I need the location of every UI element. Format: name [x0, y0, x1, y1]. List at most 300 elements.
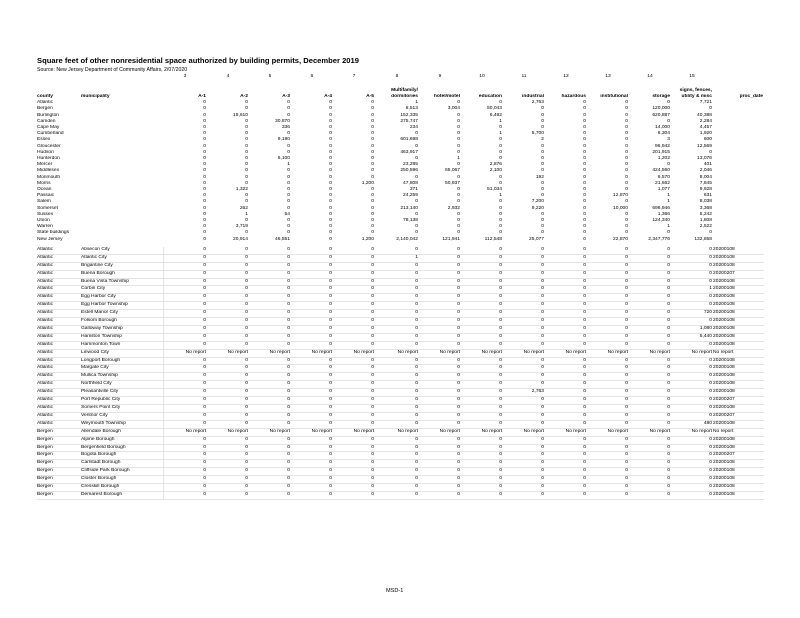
municipality-row [37, 476, 764, 484]
value-cell: 0 [587, 278, 629, 286]
value-cell: 0 [415, 224, 418, 230]
value-cell: 275,747 [400, 118, 418, 124]
value-cell: 1 [287, 162, 290, 168]
proc-date-cell: 20200108 [713, 318, 764, 326]
value-cell: 0 [375, 484, 419, 492]
municipality-cell: Northfield City [81, 381, 163, 389]
value-cell: 0 [291, 286, 333, 294]
value-cell: 0 [457, 137, 460, 143]
value-cell: 0 [503, 476, 545, 484]
county-name-cell: Salem [37, 199, 51, 205]
column-number: 6 [310, 74, 314, 79]
column-number: 8 [395, 74, 399, 79]
proc-date-cell: 20200108 [713, 254, 764, 262]
value-cell: 0 [375, 397, 419, 405]
value-cell: 0 [371, 205, 374, 211]
value-cell: 9,220 [531, 205, 544, 211]
value-cell: 0 [629, 397, 671, 405]
value-cell: 152,335 [400, 112, 418, 118]
value-cell: 0 [545, 341, 587, 349]
value-cell: 0 [329, 199, 332, 205]
value-cell: 2,046 [699, 168, 712, 174]
value-cell: 0 [499, 156, 502, 162]
value-cell: 0 [287, 224, 290, 230]
proc-date-cell: 20200108 [713, 286, 764, 294]
value-cell: 0 [287, 112, 290, 118]
value-cell: 0 [375, 373, 419, 381]
value-cell: 0 [333, 333, 375, 341]
value-cell: 0 [287, 106, 290, 112]
value-cell: 0 [371, 193, 374, 199]
value-cell: 0 [249, 491, 291, 499]
municipality-row [37, 389, 764, 397]
column-number-row [37, 74, 764, 84]
value-cell: 0 [419, 341, 461, 349]
value-cell: 2,876 [489, 162, 502, 168]
value-cell: 96,942 [655, 143, 670, 149]
value-cell: 0 [415, 230, 418, 236]
proc-date-cell: 20200108 [713, 389, 764, 397]
value-cell: 0 [371, 211, 374, 217]
value-cell: 0 [587, 491, 629, 499]
municipality-cell: Bergenfield Borough [81, 444, 163, 452]
proc-date-cell: 20200108 [713, 468, 764, 476]
value-cell: 0 [587, 444, 629, 452]
value-cell: 620,887 [652, 112, 670, 118]
value-cell: 0 [249, 262, 291, 270]
value-cell: 0 [203, 199, 206, 205]
value-cell: 0 [375, 247, 419, 254]
value-cell: 0 [291, 302, 333, 310]
value-cell: 4,457 [699, 125, 712, 131]
value-cell: 22,870 [613, 236, 628, 242]
value-cell: 0 [461, 310, 503, 318]
value-cell: 0 [541, 230, 544, 236]
value-cell: 0 [629, 270, 671, 278]
value-cell: 0 [583, 131, 586, 137]
county-name-cell: Camden [37, 118, 56, 124]
value-cell: 0 [461, 365, 503, 373]
value-cell: 1,920 [699, 131, 712, 137]
value-cell: 0 [583, 218, 586, 224]
value-cell: 0 [333, 294, 375, 302]
column-number: 7 [352, 74, 356, 79]
value-cell: 0 [545, 310, 587, 318]
value-cell: 0 [371, 112, 374, 118]
value-cell: 1 [457, 156, 460, 162]
value-cell: 0 [371, 106, 374, 112]
value-cell: 0 [287, 100, 290, 106]
value-cell: 0 [625, 112, 628, 118]
value-cell: 2 [541, 137, 544, 143]
value-cell: 0 [371, 187, 374, 193]
value-cell: 20,914 [233, 236, 248, 242]
value-cell: 0 [625, 211, 628, 217]
municipality-row [37, 286, 764, 294]
municipality-cell: Galloway Township [81, 325, 163, 333]
value-cell: 0 [249, 333, 291, 341]
value-cell: 0 [375, 294, 419, 302]
value-cell: 0 [587, 436, 629, 444]
value-cell: 0 [375, 452, 419, 460]
municipality-cell: Bogota Borough [81, 452, 163, 460]
municipality-cell: Egg Harbor City [81, 294, 163, 302]
value-cell: 0 [287, 230, 290, 236]
value-cell: 7,200 [531, 199, 544, 205]
value-cell: 0 [541, 218, 544, 224]
value-cell: 0 [545, 254, 587, 262]
value-cell: 0 [671, 247, 713, 254]
value-cell: 0 [375, 302, 419, 310]
value-cell: 0 [291, 310, 333, 318]
value-cell: 47,808 [403, 180, 418, 186]
value-cell: 0 [671, 302, 713, 310]
value-cell: 0 [375, 405, 419, 413]
municipality-cell: Carlstadt Borough [81, 460, 163, 468]
value-cell: No report [375, 428, 419, 436]
proc-date-cell: 20200108 [713, 491, 764, 499]
value-cell: 0 [503, 484, 545, 492]
value-cell: 0 [333, 436, 375, 444]
value-cell: 0 [499, 205, 502, 211]
value-cell: 0 [333, 325, 375, 333]
value-cell: 0 [207, 468, 249, 476]
value-cell: 0 [249, 484, 291, 492]
value-cell: 0 [419, 460, 461, 468]
column-number: 14 [647, 74, 653, 79]
value-cell: 0 [419, 278, 461, 286]
value-cell: 0 [163, 381, 207, 389]
value-cell: 0 [629, 302, 671, 310]
county-name-cell: New Jersey [37, 236, 63, 242]
county-cell: Atlantic [37, 318, 81, 326]
value-cell: 720 [671, 310, 713, 318]
column-number: 3 [183, 74, 187, 79]
county-name-cell: Atlantic [37, 100, 54, 106]
value-cell: 0 [419, 405, 461, 413]
municipality-row [37, 325, 764, 333]
value-cell: 0 [625, 187, 628, 193]
value-cell: 0 [629, 286, 671, 294]
value-cell: 0 [207, 491, 249, 499]
value-cell: 0 [503, 247, 545, 254]
value-cell: 0 [375, 262, 419, 270]
value-cell: 0 [499, 199, 502, 205]
value-cell: 0 [671, 365, 713, 373]
value-cell: 0 [499, 230, 502, 236]
value-cell: 0 [583, 112, 586, 118]
value-cell: 1,200 [361, 180, 374, 186]
value-cell: 0 [333, 247, 375, 254]
value-cell: 0 [249, 302, 291, 310]
value-cell: 0 [207, 270, 249, 278]
value-cell: 0 [503, 325, 545, 333]
value-cell: 23,285 [403, 162, 418, 168]
value-cell: 6,100 [277, 156, 290, 162]
value-cell: 0 [207, 397, 249, 405]
value-cell: 0 [329, 193, 332, 199]
value-cell: No report [545, 428, 587, 436]
value-cell: 0 [203, 218, 206, 224]
value-cell: 0 [419, 310, 461, 318]
value-cell: 0 [499, 143, 502, 149]
value-cell: 0 [587, 476, 629, 484]
value-cell: 0 [503, 333, 545, 341]
municipality-row [37, 381, 764, 389]
proc-date-cell: 20200108 [713, 310, 764, 318]
value-cell: 0 [249, 357, 291, 365]
value-cell: No report [375, 349, 419, 357]
value-cell: 0 [249, 270, 291, 278]
value-cell: 0 [249, 318, 291, 326]
value-cell: 0 [503, 468, 545, 476]
value-cell: 0 [333, 420, 375, 428]
value-cell: 0 [503, 357, 545, 365]
value-cell: 0 [629, 468, 671, 476]
county-cell: Atlantic [37, 294, 81, 302]
value-cell: 0 [419, 247, 461, 254]
value-cell: 0 [587, 373, 629, 381]
county-cell: Bergen [37, 491, 81, 499]
value-cell: 0 [333, 310, 375, 318]
header-row-top [37, 84, 764, 94]
value-cell: 0 [461, 270, 503, 278]
value-cell: 0 [371, 137, 374, 143]
value-cell: 250,596 [400, 168, 418, 174]
value-cell: 262 [239, 205, 248, 211]
value-cell: No report [503, 428, 545, 436]
value-cell: 0 [671, 381, 713, 389]
municipality-cell: Brigantine City [81, 262, 163, 270]
value-cell: 132,858 [694, 236, 712, 242]
value-cell: 0 [461, 484, 503, 492]
report-source: Source: New Jersey Department of Community Affairs, 2/07/2020 [37, 67, 188, 73]
header-education: education [478, 94, 502, 99]
page-footer: MSD-1 [386, 588, 404, 594]
value-cell: 0 [291, 405, 333, 413]
municipality-row [37, 484, 764, 492]
value-cell: 0 [207, 389, 249, 397]
value-cell: 0 [163, 484, 207, 492]
value-cell: 0 [583, 174, 586, 180]
value-cell: 0 [545, 270, 587, 278]
value-cell: 2,140,042 [396, 236, 418, 242]
value-cell: 0 [629, 357, 671, 365]
value-cell: 0 [625, 199, 628, 205]
value-cell: 0 [625, 180, 628, 186]
value-cell: 0 [203, 118, 206, 124]
value-cell: 0 [375, 318, 419, 326]
value-cell: 0 [333, 476, 375, 484]
value-cell: 0 [163, 460, 207, 468]
proc-date-cell: 20200108 [713, 444, 764, 452]
value-cell: 0 [503, 318, 545, 326]
county-name-cell: State buildings [37, 230, 70, 236]
value-cell: 0 [291, 381, 333, 389]
county-cell: Atlantic [37, 405, 81, 413]
value-cell: 0 [207, 484, 249, 492]
value-cell: 0 [291, 333, 333, 341]
value-cell: No report [419, 349, 461, 357]
value-cell: 0 [163, 412, 207, 420]
value-cell: 0 [287, 143, 290, 149]
value-cell: 0 [671, 397, 713, 405]
value-cell: 0 [629, 405, 671, 413]
value-cell: 3,719 [235, 224, 248, 230]
county-name-cell: Hudson [37, 149, 54, 155]
value-cell: 0 [329, 156, 332, 162]
value-cell: 0 [587, 381, 629, 389]
value-cell: 0 [541, 149, 544, 155]
value-cell: 12,870 [613, 193, 628, 199]
value-cell: 0 [583, 149, 586, 155]
value-cell: 0 [671, 294, 713, 302]
value-cell: 0 [207, 325, 249, 333]
value-cell: 0 [587, 341, 629, 349]
value-cell: 0 [671, 262, 713, 270]
value-cell: 424,560 [652, 168, 670, 174]
value-cell: 2,100 [489, 168, 502, 174]
value-cell: 0 [541, 162, 544, 168]
value-cell: No report [249, 428, 291, 436]
value-cell: 0 [671, 412, 713, 420]
value-cell: 0 [245, 168, 248, 174]
value-cell: 0 [249, 247, 291, 254]
municipality-row [37, 254, 764, 262]
value-cell: 0 [245, 125, 248, 131]
value-cell: 0 [503, 460, 545, 468]
municipality-row [37, 412, 764, 420]
value-cell: 0 [503, 286, 545, 294]
proc-date-cell: 20200108 [713, 294, 764, 302]
value-cell: 0 [503, 294, 545, 302]
value-cell: 0 [333, 405, 375, 413]
value-cell: 0 [625, 100, 628, 106]
value-cell: 0 [291, 262, 333, 270]
county-cell: Atlantic [37, 397, 81, 405]
value-cell: 0 [461, 476, 503, 484]
value-cell: 0 [245, 230, 248, 236]
value-cell: 0 [629, 318, 671, 326]
value-cell: 0 [671, 254, 713, 262]
header-multifamily-line1: Multifamily/ [391, 87, 418, 93]
value-cell: 0 [419, 254, 461, 262]
value-cell: 0 [541, 143, 544, 149]
value-cell: 78,138 [403, 218, 418, 224]
value-cell: 0 [419, 484, 461, 492]
value-cell: 0 [329, 174, 332, 180]
value-cell: 0 [291, 460, 333, 468]
value-cell: 0 [333, 262, 375, 270]
proc-date-cell: 20200108 [713, 333, 764, 341]
value-cell: 0 [203, 193, 206, 199]
value-cell: 0 [207, 420, 249, 428]
value-cell: 0 [461, 318, 503, 326]
value-cell: 0 [499, 174, 502, 180]
value-cell: 0 [583, 224, 586, 230]
value-cell: 0 [545, 444, 587, 452]
value-cell: 0 [671, 405, 713, 413]
value-cell: 0 [245, 199, 248, 205]
value-cell: 0 [163, 476, 207, 484]
header-a1: A-1 [198, 94, 206, 99]
header-signs-line1: signs, fences, [679, 87, 712, 93]
proc-date-cell: 20200108 [713, 302, 764, 310]
value-cell: 0 [291, 341, 333, 349]
value-cell: 0 [375, 420, 419, 428]
value-cell: 0 [461, 247, 503, 254]
value-cell: 0 [163, 262, 207, 270]
value-cell: 0 [287, 187, 290, 193]
value-cell: 0 [587, 286, 629, 294]
value-cell: 0 [415, 156, 418, 162]
value-cell: 0 [249, 325, 291, 333]
municipality-cell: Absecon City [81, 247, 163, 254]
municipality-cell: Longport Borough [81, 357, 163, 365]
value-cell: 0 [461, 341, 503, 349]
value-cell: 0 [419, 491, 461, 499]
value-cell: 0 [583, 125, 586, 131]
value-cell: 0 [419, 381, 461, 389]
proc-date-cell: 20200108 [713, 357, 764, 365]
value-cell: 371 [409, 187, 418, 193]
proc-date-cell: 20200108 [713, 373, 764, 381]
value-cell: 0 [457, 112, 460, 118]
value-cell: 0 [583, 187, 586, 193]
value-cell: 0 [545, 325, 587, 333]
proc-date-cell: 20200108 [713, 381, 764, 389]
county-cell: Atlantic [37, 278, 81, 286]
value-cell: 0 [163, 452, 207, 460]
value-cell: 0 [545, 365, 587, 373]
value-cell: 0 [287, 218, 290, 224]
municipality-row [37, 428, 764, 436]
value-cell: 0 [291, 389, 333, 397]
value-cell: 0 [503, 412, 545, 420]
value-cell: 1,202 [657, 156, 670, 162]
value-cell: 0 [375, 491, 419, 499]
value-cell: 0 [415, 211, 418, 217]
value-cell: 0 [375, 412, 419, 420]
value-cell: 0 [375, 444, 419, 452]
county-cell: Atlantic [37, 247, 81, 254]
value-cell: 0 [333, 381, 375, 389]
value-cell: 0 [375, 476, 419, 484]
value-cell: 0 [291, 412, 333, 420]
value-cell: 0 [541, 211, 544, 217]
value-cell: 0 [419, 468, 461, 476]
value-cell: 0 [333, 341, 375, 349]
value-cell: 0 [371, 149, 374, 155]
value-cell: 8,513 [405, 106, 418, 112]
county-name-cell: Union [37, 218, 50, 224]
county-cell: Atlantic [37, 389, 81, 397]
value-cell: 0 [541, 224, 544, 230]
value-cell: 1 [671, 286, 713, 294]
value-cell: 0 [375, 310, 419, 318]
value-cell: 0 [457, 143, 460, 149]
value-cell: 0 [583, 230, 586, 236]
value-cell: 0 [203, 180, 206, 186]
value-cell: 0 [461, 444, 503, 452]
value-cell: 0 [587, 365, 629, 373]
value-cell: 213,140 [400, 205, 418, 211]
value-cell: 0 [333, 254, 375, 262]
value-cell: 0 [629, 389, 671, 397]
header-industrial: industrial [521, 94, 544, 99]
value-cell: 0 [163, 365, 207, 373]
value-cell: 0 [163, 389, 207, 397]
